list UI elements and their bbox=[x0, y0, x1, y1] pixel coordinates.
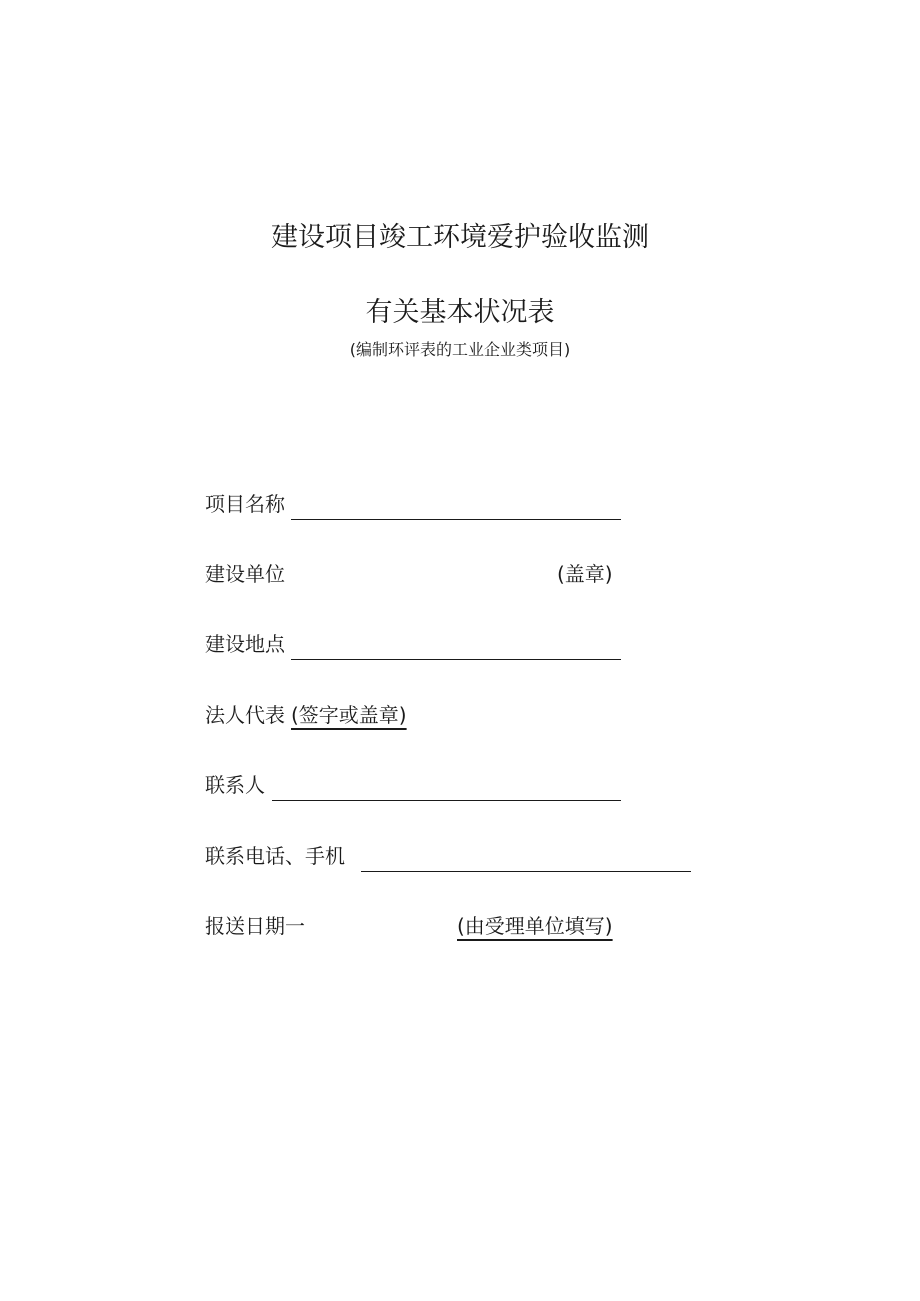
field-construction-site bbox=[205, 628, 625, 660]
field-label-submit-date: 报送日期一 bbox=[205, 914, 305, 938]
field-label-construction-site: 建设地点 bbox=[205, 632, 285, 656]
signature-hint-legal-rep[interactable]: (签字或盖章) bbox=[291, 703, 407, 727]
field-submit-date bbox=[205, 910, 655, 942]
fill-line-contact-phone[interactable] bbox=[361, 840, 691, 872]
field-label-contact-phone: 联系电话、手机 bbox=[205, 844, 345, 868]
document-note: (编制环评表的工业企业类项目) bbox=[349, 340, 571, 359]
fill-line-construction-site[interactable] bbox=[291, 628, 621, 660]
field-label-legal-rep: 法人代表 bbox=[205, 703, 285, 727]
fill-line-contact-person[interactable] bbox=[272, 769, 621, 801]
stamp-hint-construction-unit: (盖章) bbox=[557, 562, 613, 586]
field-contact-person bbox=[205, 769, 625, 801]
field-label-contact-person: 联系人 bbox=[205, 773, 265, 797]
document-subtitle: 有关基本状况表 bbox=[365, 297, 555, 328]
document-title: 建设项目竣工环境爱护验收监测 bbox=[271, 222, 649, 253]
field-contact-phone bbox=[205, 840, 695, 872]
field-construction-unit bbox=[205, 558, 625, 590]
fill-line-project-name[interactable] bbox=[291, 488, 621, 520]
field-legal-rep bbox=[205, 699, 625, 731]
field-label-project-name: 项目名称 bbox=[205, 492, 285, 516]
field-label-construction-unit: 建设单位 bbox=[205, 562, 285, 586]
fill-hint-submit-date: (由受理单位填写) bbox=[457, 914, 613, 938]
field-project-name bbox=[205, 488, 625, 520]
